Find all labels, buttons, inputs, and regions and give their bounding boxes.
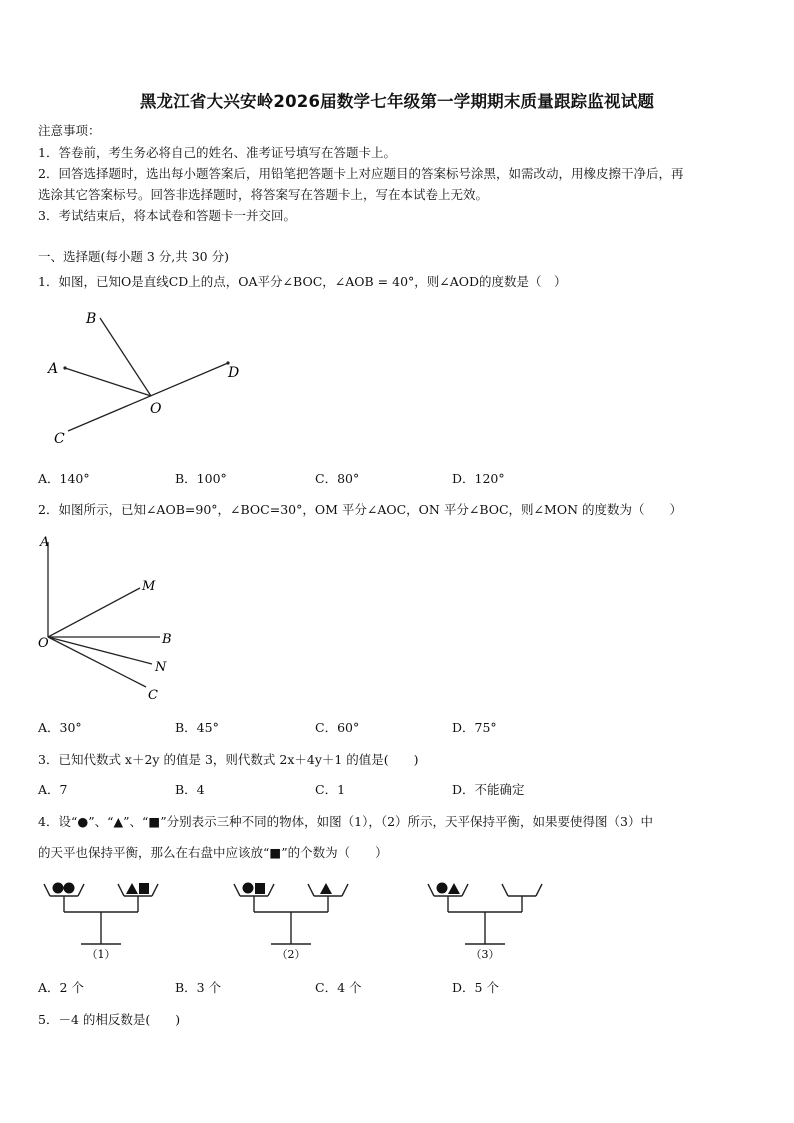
square-icon	[255, 883, 265, 894]
notes-heading: 注意事项：	[38, 123, 101, 138]
ray-on	[48, 637, 152, 664]
question-3-stem: 3．已知代数式 x＋2y 的值是 3，则代数式 2x＋4y＋1 的值是( )	[38, 752, 419, 767]
triangle-icon	[126, 883, 138, 894]
triangle-icon	[320, 883, 332, 894]
label-c: C	[54, 431, 65, 447]
figure-caption-1: （1）	[86, 948, 116, 961]
label-a: A	[48, 361, 59, 377]
circle-icon	[437, 883, 448, 894]
ray-ob	[100, 318, 151, 396]
question-2-figure	[30, 530, 200, 710]
question-4-stem-line-2: 的天平也保持平衡，那么在右盘中应该放“■”的个数为（ ）	[38, 845, 388, 860]
balance-figure-3	[428, 883, 542, 945]
balance-figure-2	[234, 883, 348, 945]
question-3-option-d: D．不能确定	[452, 782, 525, 797]
question-4-option-b: B．3 个	[175, 980, 222, 995]
question-4-option-d: D．5 个	[452, 980, 499, 995]
label-o: O	[38, 636, 49, 651]
question-4-option-c: C．4 个	[315, 980, 362, 995]
question-5-stem: 5．－4 的相反数是( )	[38, 1012, 181, 1027]
label-c: C	[148, 688, 158, 703]
triangle-icon	[448, 883, 460, 894]
notes-item-1: 1．答卷前，考生务必将自己的姓名、准考证号填写在答题卡上。	[38, 145, 396, 160]
notes-item-2: 2．回答选择题时，选出每小题答案后，用铅笔把答题卡上对应题目的答案标号涂黑，如需改动，用橡皮擦干净后，再	[38, 166, 684, 181]
question-1-option-c: C．80°	[315, 471, 360, 486]
label-a: A	[40, 535, 50, 550]
section-heading: 一、选择题(每小题 3 分,共 30 分)	[38, 249, 229, 264]
balance-figure-1	[44, 883, 158, 945]
question-4-stem-line-1: 4．设“●”、“▲”、“■”分别表示三种不同的物体，如图（1），（2）所示，天平保持平衡，如果要使得图（3）中	[38, 814, 653, 829]
label-m: M	[142, 579, 156, 594]
label-o: O	[150, 401, 162, 417]
question-2-option-c: C．60°	[315, 720, 360, 735]
label-b: B	[162, 632, 172, 647]
figure-caption-2: （2）	[276, 948, 306, 961]
line-cd	[68, 363, 228, 431]
label-d: D	[228, 365, 240, 381]
ray-oa	[65, 368, 151, 396]
notes-item-2-cont: 选涂其它答案标号。回答非选择题时，将答案写在答题卡上，写在本试卷上无效。	[38, 187, 489, 202]
question-4-figures	[30, 870, 590, 965]
question-4-option-a: A．2 个	[38, 980, 84, 995]
question-3-option-b: B．4	[175, 782, 205, 797]
label-b: B	[86, 311, 97, 327]
question-2-option-b: B．45°	[175, 720, 219, 735]
question-2-option-d: D．75°	[452, 720, 497, 735]
square-icon	[139, 883, 149, 894]
ray-om	[48, 588, 140, 637]
question-1-option-a: A．140°	[38, 471, 90, 486]
circle-icon	[64, 883, 75, 894]
circle-icon	[53, 883, 64, 894]
circle-icon	[243, 883, 254, 894]
question-1-figure	[30, 300, 260, 455]
page-title: 黑龙江省大兴安岭2026届数学七年级第一学期期末质量跟踪监视试题	[139, 92, 655, 111]
question-1-option-b: B．100°	[175, 471, 227, 486]
label-n: N	[155, 660, 167, 675]
figure-caption-3: （3）	[470, 948, 500, 961]
question-2-option-a: A．30°	[38, 720, 82, 735]
notes-item-3: 3．考试结束后，将本试卷和答题卡一并交回。	[38, 208, 296, 223]
question-3-option-a: A．7	[38, 782, 68, 797]
question-3-option-c: C．1	[315, 782, 346, 797]
question-1-option-d: D．120°	[452, 471, 505, 486]
question-2-stem: 2．如图所示，已知∠AOB=90°，∠BOC=30°，OM 平分∠AOC，ON 平分∠BOC，则∠MON 的度数为（ ）	[38, 502, 682, 517]
ray-oc	[48, 637, 146, 687]
point-a-dot	[63, 366, 66, 369]
question-1-stem: 1．如图，已知O是直线CD上的点，OA平分∠BOC，∠AOB = 40°，则∠AOD的度数是（ ）	[38, 274, 567, 289]
